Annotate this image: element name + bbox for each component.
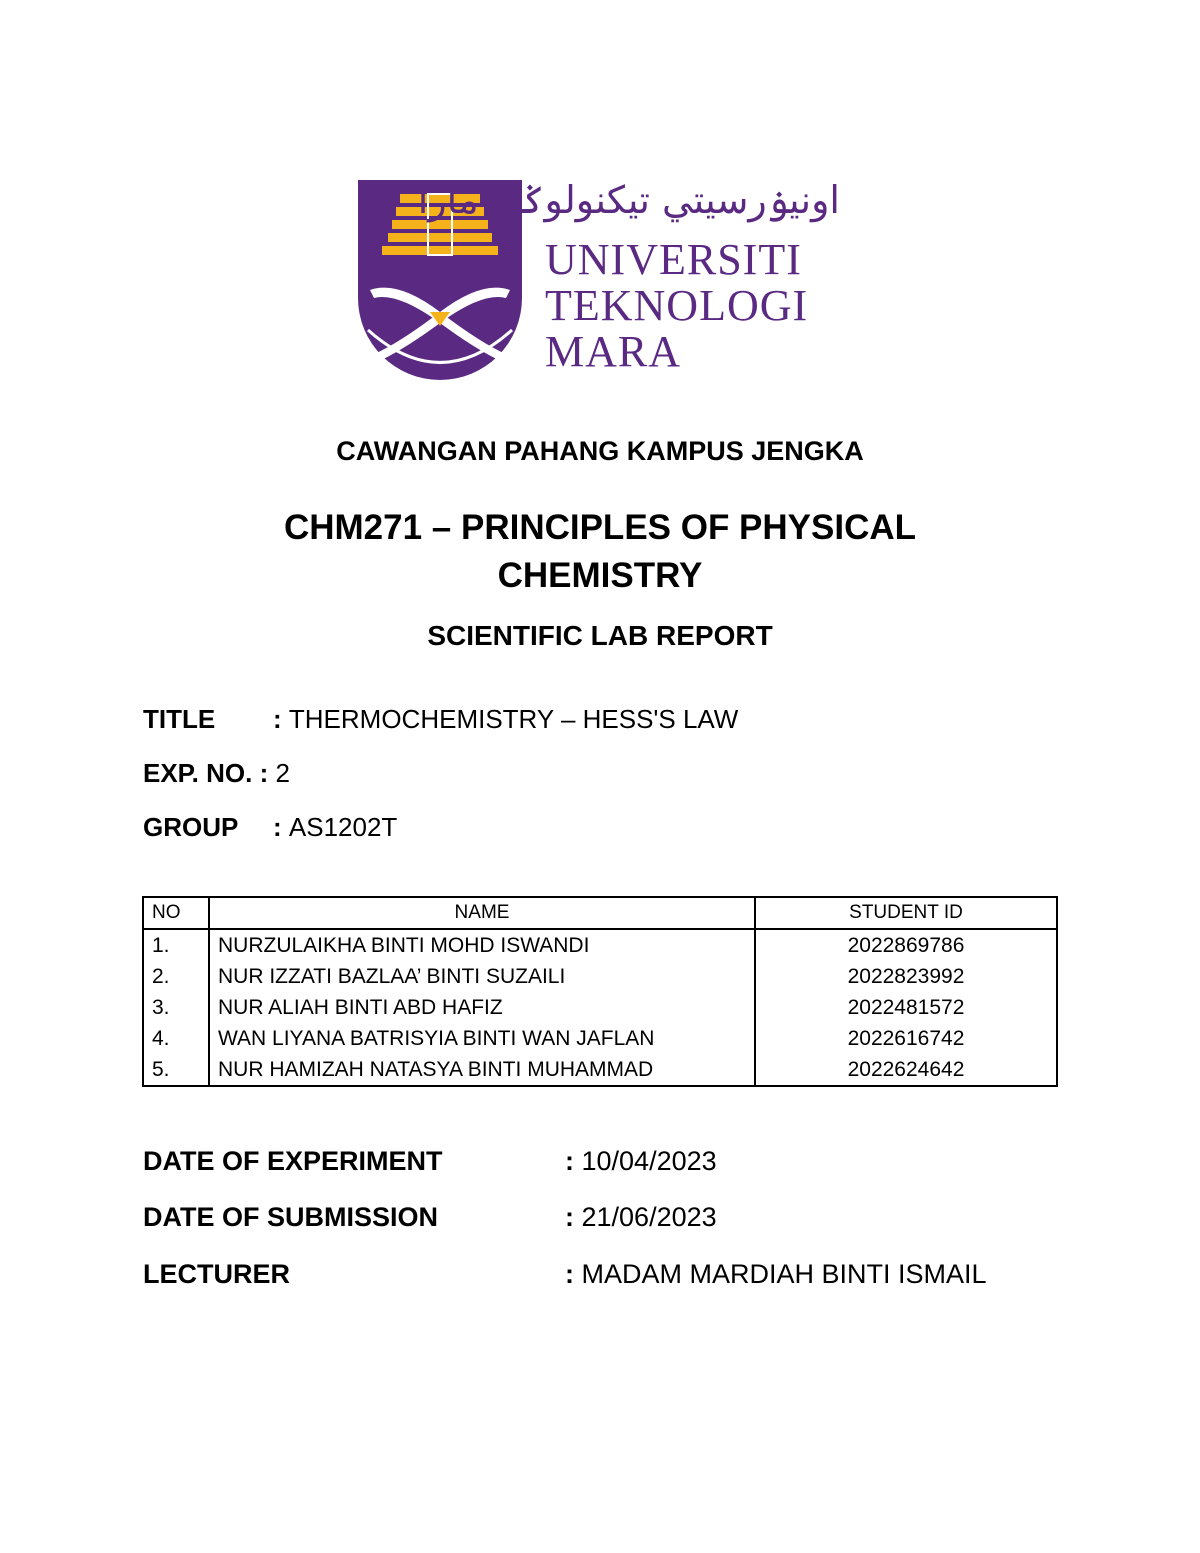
exp-label: EXP. NO. [143,758,253,788]
row-name: NURZULAIKHA BINTI MOHD ISWANDI [209,929,755,961]
row-name: NUR HAMIZAH NATASYA BINTI MUHAMMAD [209,1054,755,1086]
row-no: 1. [143,929,209,961]
exp-colon: : [252,758,276,788]
date-of-experiment-row [143,1146,717,1177]
date-of-experiment-value: 10/04/2023 [581,1146,717,1176]
date-of-experiment-label: DATE OF EXPERIMENT [143,1146,443,1176]
meta-group-row [143,812,397,843]
header-no: NO [143,897,209,929]
date-of-experiment-colon: : [565,1146,582,1176]
title-colon: : [273,704,289,734]
table-row [143,992,1057,1023]
row-name: NUR IZZATI BAZLAA’ BINTI SUZAILI [209,961,755,992]
meta-title-row [143,704,738,735]
date-of-submission-colon: : [565,1202,582,1232]
table-row [143,961,1057,992]
row-student-id: 2022624642 [755,1054,1057,1086]
members-table [142,896,1058,1087]
date-of-submission-value: 21/06/2023 [581,1202,717,1232]
university-name-line1-text: UNIVERSITI [545,235,802,284]
university-name-jawi: اونيۏرسيتي تيکنولوݢي مارا [417,178,840,222]
university-name-line3-text: MARA [545,327,682,376]
row-student-id: 2022481572 [755,992,1057,1023]
row-no: 3. [143,992,209,1023]
group-value: AS1202T [288,812,398,842]
meta-exp-row [143,758,290,789]
exp-value: 2 [275,758,290,788]
lecturer-label: LECTURER [143,1259,290,1289]
university-name-line2-text: TEKNOLOGI [545,281,809,330]
university-name-line2 [545,281,809,330]
group-colon: : [273,812,289,842]
university-name-line1 [545,235,802,284]
course-title-line2: CHEMISTRY [497,556,703,595]
row-student-id: 2022616742 [755,1023,1057,1054]
header-student-id: STUDENT ID [755,897,1057,929]
title-value: THERMOCHEMISTRY – HESS'S LAW [288,704,739,734]
table-header-row [143,897,1057,929]
report-type: SCIENTIFIC LAB REPORT [427,620,773,651]
lecturer-row [143,1259,987,1290]
row-student-id: 2022869786 [755,929,1057,961]
table-row [143,1054,1057,1086]
group-label: GROUP [143,812,239,842]
row-no: 2. [143,961,209,992]
table-row [143,1023,1057,1054]
header-name: NAME [209,897,755,929]
date-of-submission-row [143,1202,717,1233]
lecturer-colon: : [565,1259,582,1289]
university-name-line3 [545,327,682,376]
title-label: TITLE [143,704,216,734]
lecturer-value: MADAM MARDIAH BINTI ISMAIL [581,1259,987,1289]
table-row [143,929,1057,961]
row-name: NUR ALIAH BINTI ABD HAFIZ [209,992,755,1023]
course-title-line1: CHM271 – PRINCIPLES OF PHYSICAL [283,508,917,547]
row-no: 4. [143,1023,209,1054]
date-of-submission-label: DATE OF SUBMISSION [143,1202,439,1232]
row-name: WAN LIYANA BATRISYIA BINTI WAN JAFLAN [209,1023,755,1054]
campus-heading: CAWANGAN PAHANG KAMPUS JENGKA [336,436,864,466]
row-no: 5. [143,1054,209,1086]
row-student-id: 2022823992 [755,961,1057,992]
